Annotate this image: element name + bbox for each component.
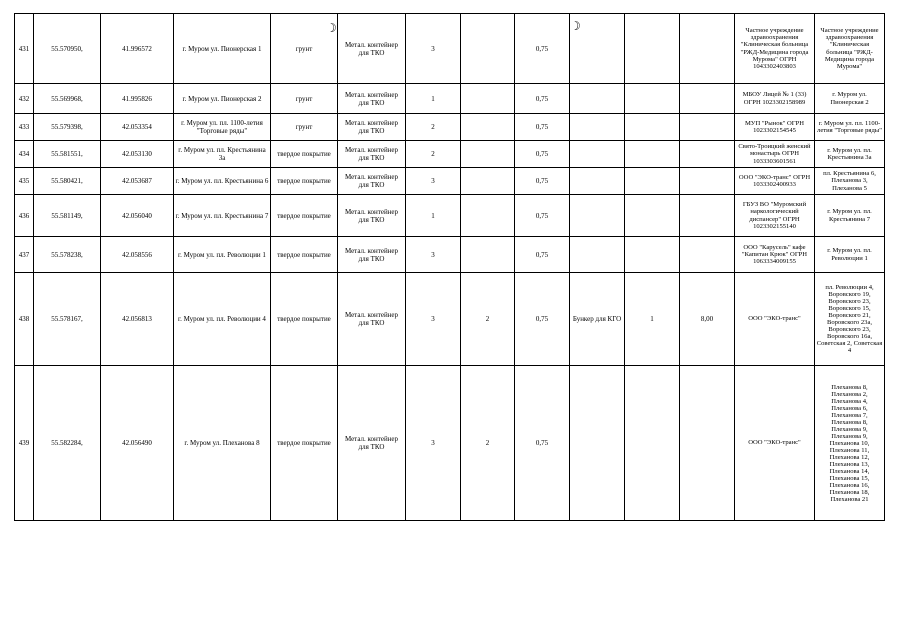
container-volume-cell: 0,75 xyxy=(515,84,570,114)
bunker-volume-cell xyxy=(680,114,735,141)
latitude-cell: 55.581551, xyxy=(34,141,101,168)
bunker-volume-cell xyxy=(680,237,735,273)
owner-cell: ООО "ЭКО-транс" xyxy=(735,273,815,366)
bunker-count-cell: 1 xyxy=(625,273,680,366)
container-type-cell: Метал. контейнер для ТКО xyxy=(338,273,406,366)
bunker-count-cell xyxy=(625,366,680,521)
longitude-cell: 42.053130 xyxy=(101,141,174,168)
table-row xyxy=(15,114,885,141)
row-number: 435 xyxy=(15,168,34,195)
surface-cell: твердое покрытие xyxy=(271,237,338,273)
bunker-type-cell xyxy=(570,195,625,237)
bunker-type-cell: Бункер для КГО xyxy=(570,273,625,366)
container-volume-cell: 0,75 xyxy=(515,195,570,237)
container-count-cell: 3 xyxy=(406,14,461,84)
registry-table xyxy=(14,13,885,521)
latitude-cell: 55.580421, xyxy=(34,168,101,195)
container-count-cell: 3 xyxy=(406,273,461,366)
owner-cell: ООО "Карусель" кафе "Капитан Крюк" ОГРН 1063334009155 xyxy=(735,237,815,273)
container-volume-cell: 0,75 xyxy=(515,14,570,84)
row-number: 432 xyxy=(15,84,34,114)
row-number: 437 xyxy=(15,237,34,273)
container-volume-cell: 0,75 xyxy=(515,168,570,195)
surface-cell: грунт xyxy=(271,114,338,141)
container-count-cell: 1 xyxy=(406,84,461,114)
waste-sources-cell: г. Муром ул. пл. Крестьянина 7 xyxy=(815,195,885,237)
waste-sources-cell: г. Муром ул. пл. Революции 1 xyxy=(815,237,885,273)
latitude-cell: 55.578167, xyxy=(34,273,101,366)
bunker-volume-cell xyxy=(680,84,735,114)
owner-cell: Свято-Троицкий женский монастырь ОГРН 1033303601561 xyxy=(735,141,815,168)
longitude-cell: 42.058556 xyxy=(101,237,174,273)
container-count-cell: 3 xyxy=(406,237,461,273)
container-planned-cell: 2 xyxy=(461,273,515,366)
container-count-cell: 3 xyxy=(406,366,461,521)
bunker-count-cell xyxy=(625,84,680,114)
owner-cell: ООО "ЭКО-транс" xyxy=(735,366,815,521)
address-cell: г. Муром ул. пл. Революции 4 xyxy=(174,273,271,366)
container-planned-cell xyxy=(461,168,515,195)
bunker-volume-cell xyxy=(680,14,735,84)
row-number: 438 xyxy=(15,273,34,366)
row-number: 434 xyxy=(15,141,34,168)
table-row xyxy=(15,273,885,366)
container-type-cell: Метал. контейнер для ТКО xyxy=(338,114,406,141)
bunker-type-cell xyxy=(570,168,625,195)
container-planned-cell xyxy=(461,195,515,237)
bunker-count-cell xyxy=(625,195,680,237)
container-volume-cell: 0,75 xyxy=(515,366,570,521)
container-volume-cell: 0,75 xyxy=(515,141,570,168)
surface-cell: твердое покрытие xyxy=(271,168,338,195)
longitude-cell: 41.995826 xyxy=(101,84,174,114)
row-number: 433 xyxy=(15,114,34,141)
owner-cell: Частное учреждение здравоохранения "Клиническая больница "РЖД-Медицина города Мурома" ОГРН 1043302403803 xyxy=(735,14,815,84)
address-cell: г. Муром ул. пл. Крестьянина 7 xyxy=(174,195,271,237)
surface-cell: твердое покрытие xyxy=(271,273,338,366)
bunker-volume-cell xyxy=(680,366,735,521)
owner-cell: ООО "ЭКО-транс" ОГРН 1033302400933 xyxy=(735,168,815,195)
latitude-cell: 55.582284, xyxy=(34,366,101,521)
address-cell: г. Муром ул. пл. 1100-летия "Торговые ряды" xyxy=(174,114,271,141)
waste-sources-cell: г. Муром ул. Пионерская 2 xyxy=(815,84,885,114)
container-type-cell: Метал. контейнер для ТКО xyxy=(338,168,406,195)
waste-sources-cell: пл. Крестьянина 6, Плеханова 3, Плеханова 5 xyxy=(815,168,885,195)
surface-cell: твердое покрытие xyxy=(271,141,338,168)
container-type-cell: Метал. контейнер для ТКО xyxy=(338,14,406,84)
container-planned-cell xyxy=(461,237,515,273)
latitude-cell: 55.569968, xyxy=(34,84,101,114)
row-number: 439 xyxy=(15,366,34,521)
table-row xyxy=(15,14,885,84)
container-count-cell: 2 xyxy=(406,114,461,141)
surface-cell: твердое покрытие xyxy=(271,366,338,521)
scan-mark-right-icon: ☽ xyxy=(570,19,581,33)
owner-cell: МУП "Рынок" ОГРН 1023302154545 xyxy=(735,114,815,141)
bunker-type-cell xyxy=(570,141,625,168)
surface-cell: твердое покрытие xyxy=(271,195,338,237)
container-planned-cell xyxy=(461,14,515,84)
bunker-volume-cell xyxy=(680,168,735,195)
container-type-cell: Метал. контейнер для ТКО xyxy=(338,195,406,237)
table-row xyxy=(15,84,885,114)
longitude-cell: 42.053687 xyxy=(101,168,174,195)
container-volume-cell: 0,75 xyxy=(515,114,570,141)
longitude-cell: 42.056490 xyxy=(101,366,174,521)
container-planned-cell xyxy=(461,84,515,114)
container-volume-cell: 0,75 xyxy=(515,237,570,273)
container-type-cell: Метал. контейнер для ТКО xyxy=(338,237,406,273)
scan-mark-left-icon: ☽ xyxy=(326,21,337,35)
address-cell: г. Муром ул. пл. Революции 1 xyxy=(174,237,271,273)
bunker-count-cell xyxy=(625,14,680,84)
bunker-volume-cell: 8,00 xyxy=(680,273,735,366)
longitude-cell: 42.056813 xyxy=(101,273,174,366)
container-count-cell: 3 xyxy=(406,168,461,195)
latitude-cell: 55.581149, xyxy=(34,195,101,237)
table-row xyxy=(15,366,885,521)
container-type-cell: Метал. контейнер для ТКО xyxy=(338,366,406,521)
waste-sources-cell: пл. Революции 4, Воровского 19, Воровского 23, Воровского 15, Воровского 21, Воровского 23а, Воровского 23, Воровского 16а, Советская 2, Советская 4 xyxy=(815,273,885,366)
bunker-count-cell xyxy=(625,168,680,195)
bunker-type-cell xyxy=(570,237,625,273)
waste-sources-cell: Плеханова 8, Плеханова 2, Плеханова 4, Плеханова 6, Плеханова 7, Плеханова 8, Плеханова 9, Плеханова 9, Плеханова 10, Плеханова 11, Плеханова 12, Плеханова 13, Плеханова 14, Плеханова 15, Плеханова 16, Плеханова 18, Плеханова 21 xyxy=(815,366,885,521)
bunker-volume-cell xyxy=(680,195,735,237)
waste-sources-cell: г. Муром ул. пл. 1100-летия "Торговые ряды" xyxy=(815,114,885,141)
table-row xyxy=(15,237,885,273)
bunker-volume-cell xyxy=(680,141,735,168)
table-row xyxy=(15,168,885,195)
latitude-cell: 55.578238, xyxy=(34,237,101,273)
container-count-cell: 1 xyxy=(406,195,461,237)
longitude-cell: 42.053354 xyxy=(101,114,174,141)
bunker-count-cell xyxy=(625,114,680,141)
container-planned-cell xyxy=(461,114,515,141)
bunker-type-cell xyxy=(570,366,625,521)
surface-cell: грунт xyxy=(271,84,338,114)
bunker-type-cell xyxy=(570,84,625,114)
row-number: 436 xyxy=(15,195,34,237)
address-cell: г. Муром ул. Пионерская 1 xyxy=(174,14,271,84)
waste-sources-cell: Частное учреждение здравоохранения "Клиническая больница "РЖД-Медицина города Мурома" xyxy=(815,14,885,84)
container-count-cell: 2 xyxy=(406,141,461,168)
latitude-cell: 55.570950, xyxy=(34,14,101,84)
row-number: 431 xyxy=(15,14,34,84)
bunker-count-cell xyxy=(625,141,680,168)
bunker-type-cell xyxy=(570,114,625,141)
table-row xyxy=(15,141,885,168)
surface-cell: грунт xyxy=(271,14,338,84)
address-cell: г. Муром ул. Пионерская 2 xyxy=(174,84,271,114)
container-type-cell: Метал. контейнер для ТКО xyxy=(338,84,406,114)
owner-cell: МБОУ Лицей № 1 (33) ОГРН 1023302158989 xyxy=(735,84,815,114)
table-row xyxy=(15,195,885,237)
container-volume-cell: 0,75 xyxy=(515,273,570,366)
container-planned-cell xyxy=(461,141,515,168)
address-cell: г. Муром ул. Плеханова 8 xyxy=(174,366,271,521)
address-cell: г. Муром ул. пл. Крестьянина 6 xyxy=(174,168,271,195)
longitude-cell: 41.996572 xyxy=(101,14,174,84)
container-planned-cell: 2 xyxy=(461,366,515,521)
bunker-count-cell xyxy=(625,237,680,273)
owner-cell: ГБУЗ ВО "Муромский наркологический диспансер" ОГРН 1023302155140 xyxy=(735,195,815,237)
longitude-cell: 42.056040 xyxy=(101,195,174,237)
waste-sources-cell: г. Муром ул. пл. Крестьянина 3а xyxy=(815,141,885,168)
container-type-cell: Метал. контейнер для ТКО xyxy=(338,141,406,168)
address-cell: г. Муром ул. пл. Крестьянина 3а xyxy=(174,141,271,168)
latitude-cell: 55.579398, xyxy=(34,114,101,141)
